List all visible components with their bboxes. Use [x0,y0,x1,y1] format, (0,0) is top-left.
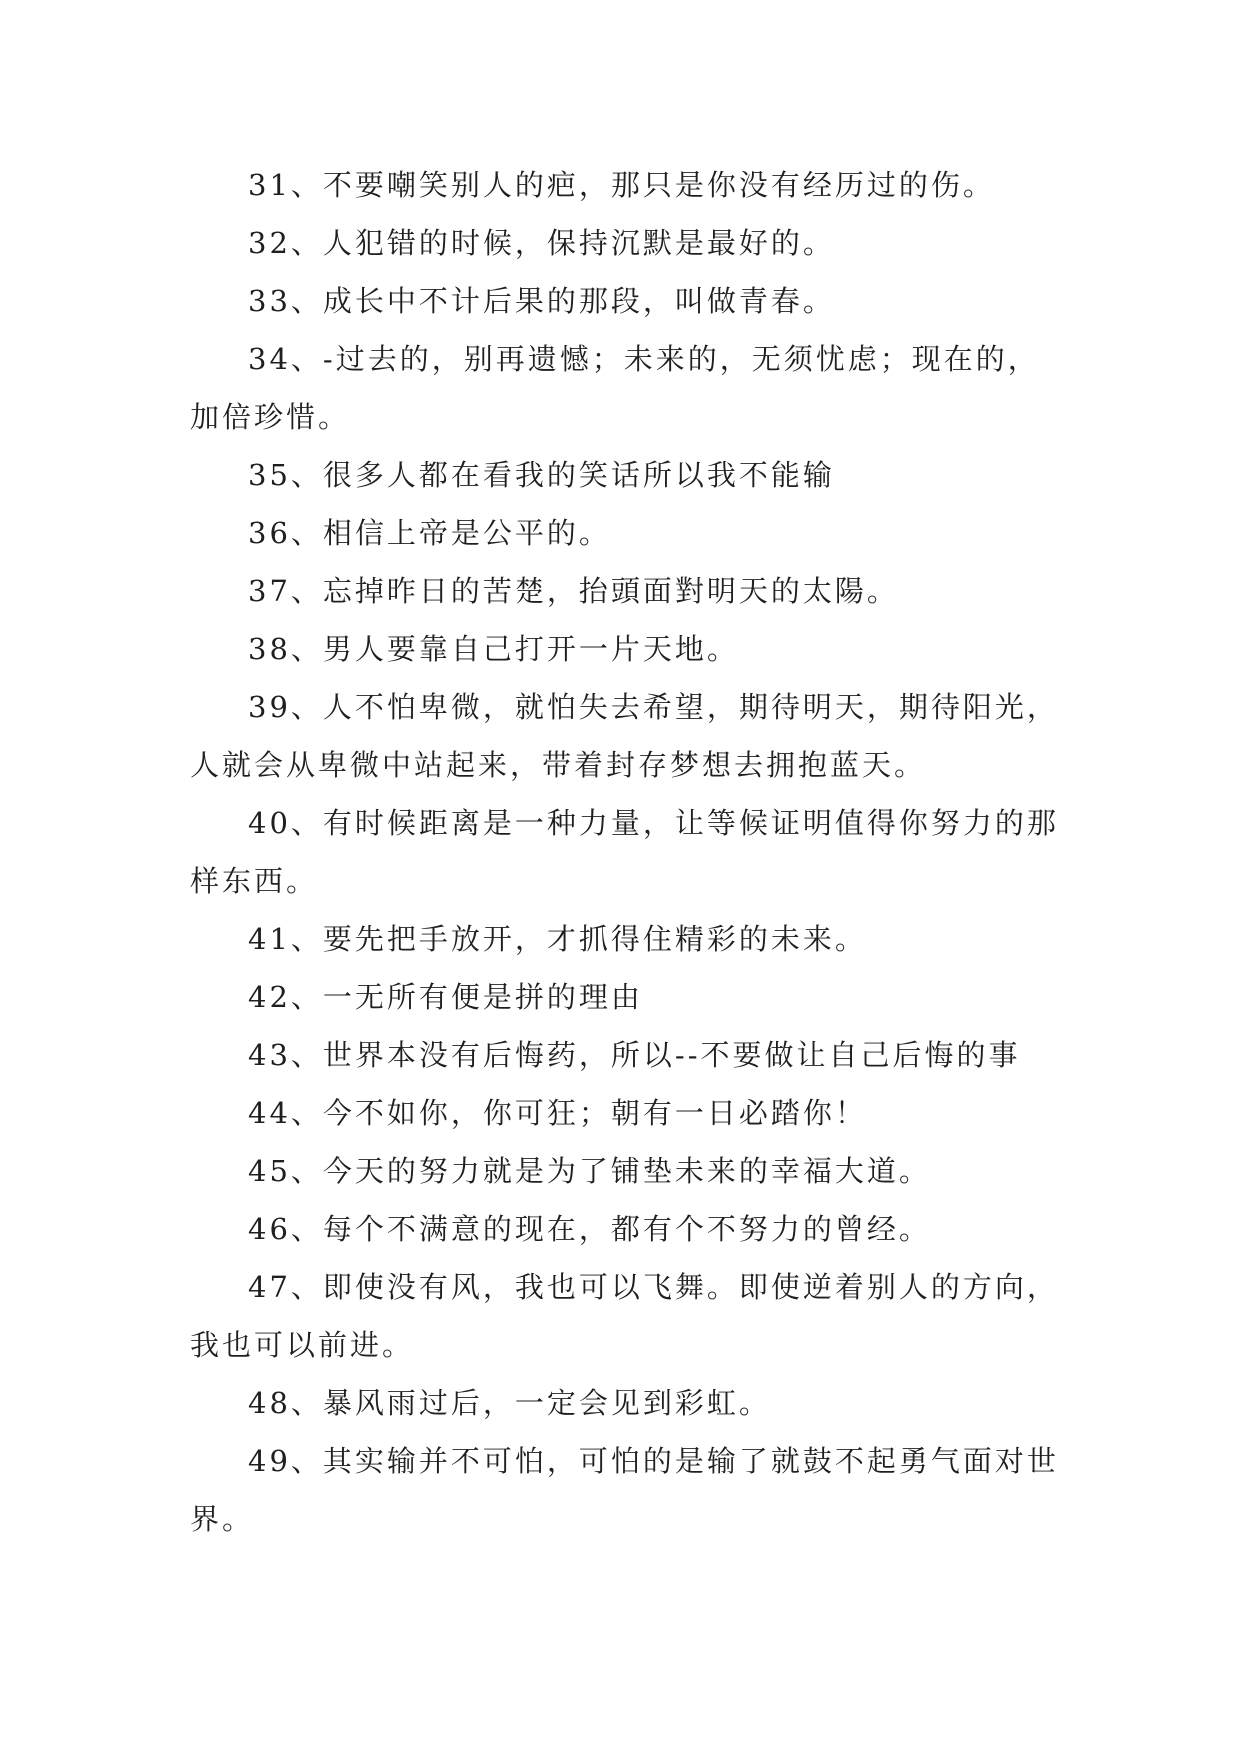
paragraph-42: 42、一无所有便是拼的理由 [248,980,643,1014]
paragraph-43: 43、世界本没有后悔药，所以--不要做让自己后悔的事 [248,1038,1021,1072]
paragraph-34: 34、-过去的，别再遗憾；未来的，无须忧虑；现在的，加倍珍惜。 [190,342,1040,434]
paragraph-45: 45、今天的努力就是为了铺垫未来的幸福大道。 [248,1154,931,1188]
paragraph-44: 44、今不如你，你可狂；朝有一日必踏你！ [248,1096,867,1130]
paragraph-37: 37、忘掉昨日的苦楚，抬頭面對明天的太陽。 [248,574,899,608]
paragraph-49: 49、其实输并不可怕，可怕的是输了就鼓不起勇气面对世界。 [190,1444,1059,1536]
paragraph-40: 40、有时候距离是一种力量，让等候证明值得你努力的那样东西。 [190,806,1059,898]
paragraph-33: 33、成长中不计后果的那段，叫做青春。 [248,284,835,318]
paragraph-36: 36、相信上帝是公平的。 [248,516,611,550]
paragraph-46: 46、每个不满意的现在，都有个不努力的曾经。 [248,1212,931,1246]
paragraph-39: 39、人不怕卑微，就怕失去希望，期待明天，期待阳光，人就会从卑微中站起来，带着封存梦想去拥抱蓝天。 [190,690,1059,782]
paragraph-48: 48、暴风雨过后，一定会见到彩虹。 [248,1386,771,1420]
paragraph-32: 32、人犯错的时候，保持沉默是最好的。 [248,226,835,260]
paragraph-35: 35、很多人都在看我的笑话所以我不能输 [248,458,835,492]
paragraph-47: 47、即使没有风，我也可以飞舞。即使逆着别人的方向，我也可以前进。 [190,1270,1059,1362]
paragraph-41: 41、要先把手放开，才抓得住精彩的未来。 [248,922,867,956]
paragraph-31: 31、不要嘲笑别人的疤，那只是你没有经历过的伤。 [248,168,995,202]
paragraph-38: 38、男人要靠自己打开一片天地。 [248,632,739,666]
document-body [190,156,1070,1548]
